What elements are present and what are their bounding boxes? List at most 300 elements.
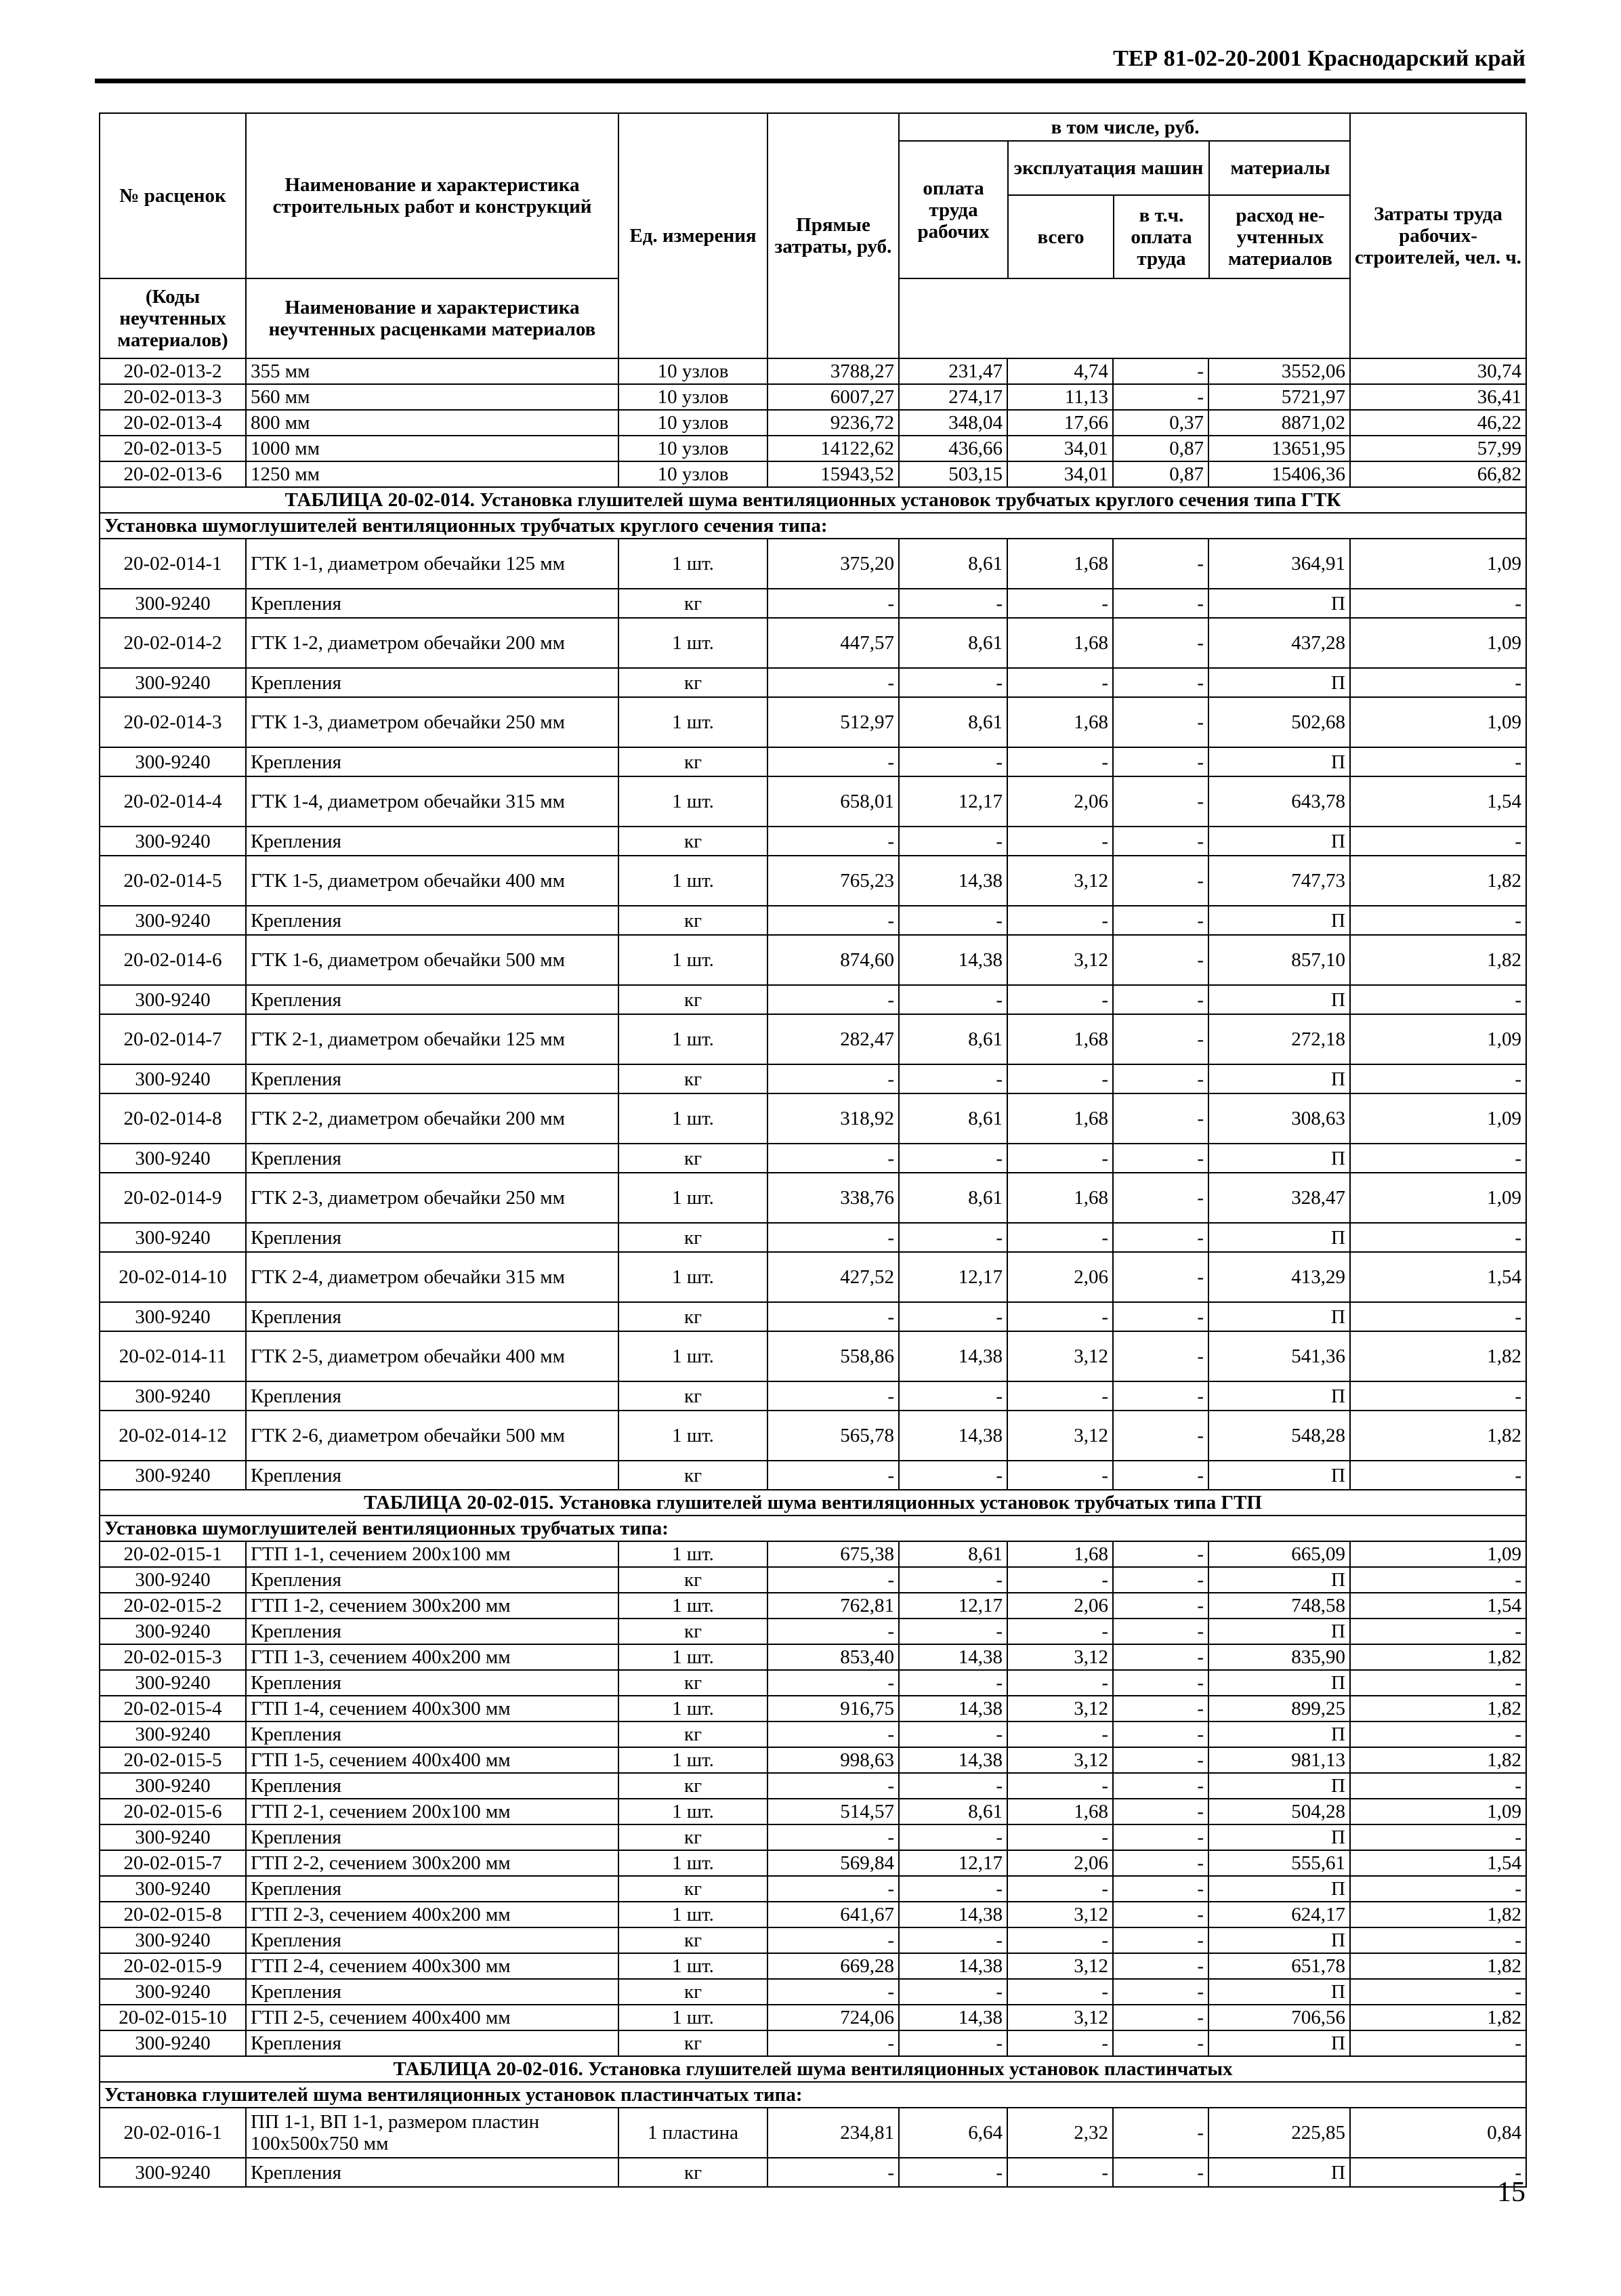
cell-labor: 1,09 xyxy=(1350,697,1526,747)
cell-name: ГТК 1-4, диаметром обечайки 315 мм xyxy=(246,776,618,827)
cell-material-mach: - xyxy=(1007,1567,1113,1593)
cell-direct: 6007,27 xyxy=(767,384,899,410)
cell-material-name: Крепления xyxy=(246,1773,618,1799)
cell-mat: 8871,02 xyxy=(1208,410,1350,436)
cell-wages: 8,61 xyxy=(899,1799,1007,1824)
cell-mach-w: - xyxy=(1113,1014,1208,1064)
cell-labor: 1,82 xyxy=(1350,1902,1526,1927)
cell-material-name: Крепления xyxy=(246,1619,618,1644)
cell-material-code: 300-9240 xyxy=(100,1979,246,2005)
cell-material-labor: - xyxy=(1350,2030,1526,2056)
cell-material-unit: кг xyxy=(618,1979,767,2005)
cell-code: 20-02-015-8 xyxy=(100,1902,246,1927)
cell-material-labor: - xyxy=(1350,747,1526,776)
cell-material-labor: - xyxy=(1350,1927,1526,1953)
cell-material-unit: кг xyxy=(618,985,767,1014)
table-row xyxy=(100,1747,1526,1773)
cell-name: ГТП 1-1, сечением 200х100 мм xyxy=(246,1541,618,1567)
cell-material-wages: - xyxy=(899,1302,1007,1331)
table-section-subtitle: Установка шумоглушителей вентиляционных трубчатых типа: xyxy=(100,1516,1526,1541)
table-row xyxy=(100,1902,1526,1927)
cell-material-name: Крепления xyxy=(246,1064,618,1093)
cell-material-mat: П xyxy=(1208,1927,1350,1953)
cell-mach: 2,06 xyxy=(1007,1850,1113,1876)
table-row xyxy=(100,2005,1526,2030)
cell-name: ГТП 2-2, сечением 300х200 мм xyxy=(246,1850,618,1876)
cell-mat: 899,25 xyxy=(1208,1696,1350,1721)
cell-name: ГТК 1-1, диаметром обечайки 125 мм xyxy=(246,539,618,589)
cell-direct: 675,38 xyxy=(767,1541,899,1567)
cell-unit: 1 шт. xyxy=(618,1593,767,1619)
cell-material-labor: - xyxy=(1350,668,1526,697)
table-row xyxy=(100,1093,1526,1144)
page-header xyxy=(95,46,1525,87)
cell-unit: 1 шт. xyxy=(618,1696,767,1721)
cell-material-labor: - xyxy=(1350,1670,1526,1696)
cell-material-mach-w: - xyxy=(1113,1619,1208,1644)
cell-material-mat: П xyxy=(1208,1302,1350,1331)
cell-mat: 504,28 xyxy=(1208,1799,1350,1824)
cell-direct: 558,86 xyxy=(767,1331,899,1381)
cell-unit: 1 шт. xyxy=(618,1093,767,1144)
cell-name: ГТК 2-2, диаметром обечайки 200 мм xyxy=(246,1093,618,1144)
table-row xyxy=(100,410,1526,436)
table-section-subtitle: Установка глушителей шума вентиляционных установок пластинчатых типа: xyxy=(100,2082,1526,2108)
cell-labor: 1,09 xyxy=(1350,539,1526,589)
cell-material-direct: - xyxy=(767,1567,899,1593)
cell-wages: 8,61 xyxy=(899,1541,1007,1567)
cell-code: 20-02-014-9 xyxy=(100,1173,246,1223)
header-code-materials: (Коды неучтенных материалов) xyxy=(100,278,246,358)
cell-code: 20-02-015-2 xyxy=(100,1593,246,1619)
cell-unit: 1 шт. xyxy=(618,1252,767,1302)
cell-mach: 2,06 xyxy=(1007,776,1113,827)
cell-code: 20-02-015-6 xyxy=(100,1799,246,1824)
cell-name: ГТП 2-3, сечением 400х200 мм xyxy=(246,1902,618,1927)
cell-name: ГТП 1-4, сечением 400х300 мм xyxy=(246,1696,618,1721)
cell-mat: 328,47 xyxy=(1208,1173,1350,1223)
table-row xyxy=(100,358,1526,384)
cell-material-wages: - xyxy=(899,1979,1007,2005)
cell-material-unit: кг xyxy=(618,1461,767,1490)
cell-material-unit: кг xyxy=(618,2158,767,2187)
cell-wages: 231,47 xyxy=(899,358,1007,384)
cell-material-unit: кг xyxy=(618,1619,767,1644)
cell-material-mach: - xyxy=(1007,1064,1113,1093)
cell-labor: 1,82 xyxy=(1350,1644,1526,1670)
cell-labor: 1,82 xyxy=(1350,1696,1526,1721)
cell-unit: 1 шт. xyxy=(618,1173,767,1223)
cell-mach: 17,66 xyxy=(1007,410,1113,436)
cell-name: 1000 мм xyxy=(246,436,618,461)
cell-wages: 8,61 xyxy=(899,1093,1007,1144)
cell-mat: 437,28 xyxy=(1208,618,1350,668)
cell-mach-w: - xyxy=(1113,1093,1208,1144)
cell-material-mach-w: - xyxy=(1113,1461,1208,1490)
cell-material-direct: - xyxy=(767,1927,899,1953)
cell-material-mach-w: - xyxy=(1113,1302,1208,1331)
cell-material-direct: - xyxy=(767,1064,899,1093)
cell-code: 20-02-014-11 xyxy=(100,1331,246,1381)
material-row xyxy=(100,985,1526,1014)
cell-code: 20-02-015-9 xyxy=(100,1953,246,1979)
cell-material-mach: - xyxy=(1007,1302,1113,1331)
table-section-subtitle: Установка шумоглушителей вентиляционных трубчатых круглого сечения типа: xyxy=(100,513,1526,539)
cell-material-unit: кг xyxy=(618,1876,767,1902)
table-row xyxy=(100,436,1526,461)
cell-direct: 3788,27 xyxy=(767,358,899,384)
cell-material-name: Крепления xyxy=(246,1144,618,1173)
cell-direct: 916,75 xyxy=(767,1696,899,1721)
cell-name: 800 мм xyxy=(246,410,618,436)
cell-mach: 3,12 xyxy=(1007,1411,1113,1461)
material-row xyxy=(100,2030,1526,2056)
cell-direct: 998,63 xyxy=(767,1747,899,1773)
cell-mat: 308,63 xyxy=(1208,1093,1350,1144)
cell-unit: 1 шт. xyxy=(618,1902,767,1927)
cell-material-mach: - xyxy=(1007,2158,1113,2187)
cell-material-code: 300-9240 xyxy=(100,1927,246,1953)
table-row xyxy=(100,776,1526,827)
cell-material-wages: - xyxy=(899,2158,1007,2187)
cell-material-mat: П xyxy=(1208,1144,1350,1173)
cell-material-code: 300-9240 xyxy=(100,1302,246,1331)
cell-material-name: Крепления xyxy=(246,1979,618,2005)
cell-mat: 747,73 xyxy=(1208,856,1350,906)
cell-name: ГТК 2-5, диаметром обечайки 400 мм xyxy=(246,1331,618,1381)
cell-material-code: 300-9240 xyxy=(100,2030,246,2056)
header-name: Наименование и характеристика строительных работ и конструкций xyxy=(246,113,618,278)
cell-material-mach-w: - xyxy=(1113,827,1208,856)
cell-material-unit: кг xyxy=(618,1670,767,1696)
cell-unit: 1 шт. xyxy=(618,2005,767,2030)
cell-name: ПП 1-1, ВП 1-1, размером пластин 100х500х750 мм xyxy=(246,2108,618,2158)
cell-wages: 14,38 xyxy=(899,1953,1007,1979)
cell-mach: 2,06 xyxy=(1007,1593,1113,1619)
cell-mach-w: - xyxy=(1113,1953,1208,1979)
cell-material-wages: - xyxy=(899,985,1007,1014)
cell-mach-w: - xyxy=(1113,1411,1208,1461)
cell-material-mach: - xyxy=(1007,1381,1113,1411)
cell-material-mach: - xyxy=(1007,906,1113,935)
header-machines-wages: в т.ч. оплата труда xyxy=(1114,195,1209,278)
cell-material-wages: - xyxy=(899,747,1007,776)
cell-unit: 1 шт. xyxy=(618,1331,767,1381)
cell-material-mach-w: - xyxy=(1113,1979,1208,2005)
cell-mach: 1,68 xyxy=(1007,1014,1113,1064)
cell-wages: 274,17 xyxy=(899,384,1007,410)
cell-wages: 14,38 xyxy=(899,2005,1007,2030)
cell-unit: 1 пластина xyxy=(618,2108,767,2158)
cell-material-mach-w: - xyxy=(1113,1927,1208,1953)
cell-material-labor: - xyxy=(1350,1223,1526,1252)
cell-code: 20-02-013-5 xyxy=(100,436,246,461)
cell-material-mat: П xyxy=(1208,1824,1350,1850)
cell-name: ГТП 2-1, сечением 200х100 мм xyxy=(246,1799,618,1824)
cell-wages: 503,15 xyxy=(899,461,1007,487)
material-row xyxy=(100,747,1526,776)
cell-material-mat: П xyxy=(1208,1773,1350,1799)
cell-material-mach-w: - xyxy=(1113,1824,1208,1850)
cell-labor: 66,82 xyxy=(1350,461,1526,487)
cell-material-unit: кг xyxy=(618,1824,767,1850)
cell-direct: 427,52 xyxy=(767,1252,899,1302)
cell-material-name: Крепления xyxy=(246,668,618,697)
cell-name: ГТК 2-1, диаметром обечайки 125 мм xyxy=(246,1014,618,1064)
cell-mach-w: - xyxy=(1113,697,1208,747)
table-row xyxy=(100,1953,1526,1979)
material-row xyxy=(100,1619,1526,1644)
cell-mach-w: - xyxy=(1113,1696,1208,1721)
cell-wages: 14,38 xyxy=(899,1696,1007,1721)
cell-direct: 641,67 xyxy=(767,1902,899,1927)
table-row xyxy=(100,1696,1526,1721)
cell-material-mach: - xyxy=(1007,1223,1113,1252)
material-row xyxy=(100,1927,1526,1953)
cell-material-mat: П xyxy=(1208,668,1350,697)
cell-material-labor: - xyxy=(1350,1144,1526,1173)
cell-material-direct: - xyxy=(767,1144,899,1173)
cell-material-wages: - xyxy=(899,1876,1007,1902)
cell-material-mach-w: - xyxy=(1113,1567,1208,1593)
cell-material-unit: кг xyxy=(618,1567,767,1593)
cell-material-mach: - xyxy=(1007,747,1113,776)
cell-material-labor: - xyxy=(1350,1567,1526,1593)
cell-labor: 1,54 xyxy=(1350,776,1526,827)
cell-material-mat: П xyxy=(1208,827,1350,856)
cell-material-unit: кг xyxy=(618,1302,767,1331)
cell-material-labor: - xyxy=(1350,985,1526,1014)
cell-material-mach: - xyxy=(1007,1824,1113,1850)
material-row xyxy=(100,589,1526,618)
table-section-subtitle-row xyxy=(100,2082,1526,2108)
cell-material-labor: - xyxy=(1350,827,1526,856)
cell-labor: 46,22 xyxy=(1350,410,1526,436)
cell-code: 20-02-014-7 xyxy=(100,1014,246,1064)
cell-labor: 57,99 xyxy=(1350,436,1526,461)
cell-material-direct: - xyxy=(767,1979,899,2005)
cell-material-mach-w: - xyxy=(1113,2158,1208,2187)
cell-direct: 375,20 xyxy=(767,539,899,589)
material-row xyxy=(100,1876,1526,1902)
cell-wages: 436,66 xyxy=(899,436,1007,461)
cell-material-mat: П xyxy=(1208,985,1350,1014)
cell-mat: 706,56 xyxy=(1208,2005,1350,2030)
cell-name: ГТП 2-5, сечением 400х400 мм xyxy=(246,2005,618,2030)
cell-material-wages: - xyxy=(899,1721,1007,1747)
cell-name: ГТК 2-4, диаметром обечайки 315 мм xyxy=(246,1252,618,1302)
cell-unit: 1 шт. xyxy=(618,935,767,985)
cell-code: 20-02-015-7 xyxy=(100,1850,246,1876)
table-row xyxy=(100,1644,1526,1670)
material-row xyxy=(100,827,1526,856)
cell-mach: 3,12 xyxy=(1007,1747,1113,1773)
cell-mat: 651,78 xyxy=(1208,1953,1350,1979)
cell-material-unit: кг xyxy=(618,1927,767,1953)
cell-material-code: 300-9240 xyxy=(100,827,246,856)
cell-material-code: 300-9240 xyxy=(100,1144,246,1173)
cell-code: 20-02-014-3 xyxy=(100,697,246,747)
cell-labor: 1,09 xyxy=(1350,1093,1526,1144)
cell-mach: 1,68 xyxy=(1007,618,1113,668)
table-section-subtitle-row xyxy=(100,1516,1526,1541)
table-body xyxy=(100,358,1526,2187)
cell-code: 20-02-014-5 xyxy=(100,856,246,906)
cell-direct: 282,47 xyxy=(767,1014,899,1064)
cell-material-code: 300-9240 xyxy=(100,1461,246,1490)
cell-material-code: 300-9240 xyxy=(100,1721,246,1747)
cell-unit: 1 шт. xyxy=(618,1014,767,1064)
cell-mat: 555,61 xyxy=(1208,1850,1350,1876)
cell-material-labor: - xyxy=(1350,1773,1526,1799)
cell-mach-w: - xyxy=(1113,1331,1208,1381)
cell-material-unit: кг xyxy=(618,747,767,776)
cell-material-wages: - xyxy=(899,1064,1007,1093)
cell-labor: 1,82 xyxy=(1350,2005,1526,2030)
cell-material-code: 300-9240 xyxy=(100,1773,246,1799)
cell-material-labor: - xyxy=(1350,906,1526,935)
header-direct: Прямые затраты, руб. xyxy=(767,113,899,358)
cell-mat: 272,18 xyxy=(1208,1014,1350,1064)
table-section-title-row xyxy=(100,1490,1526,1516)
cell-material-unit: кг xyxy=(618,1721,767,1747)
cell-mat: 981,13 xyxy=(1208,1747,1350,1773)
cell-material-name: Крепления xyxy=(246,1824,618,1850)
table-row xyxy=(100,539,1526,589)
cell-name: 1250 мм xyxy=(246,461,618,487)
cell-material-mach: - xyxy=(1007,1979,1113,2005)
cell-material-direct: - xyxy=(767,1381,899,1411)
material-row xyxy=(100,1381,1526,1411)
cell-code: 20-02-014-8 xyxy=(100,1093,246,1144)
table-row xyxy=(100,1331,1526,1381)
cell-material-direct: - xyxy=(767,668,899,697)
cell-mach-w: - xyxy=(1113,539,1208,589)
cell-direct: 762,81 xyxy=(767,1593,899,1619)
header-unit: Ед. измерения xyxy=(618,113,767,358)
cell-mach: 1,68 xyxy=(1007,1541,1113,1567)
table-section-title-row xyxy=(100,487,1526,513)
cell-material-mach: - xyxy=(1007,1876,1113,1902)
cell-wages: 12,17 xyxy=(899,1252,1007,1302)
cell-material-direct: - xyxy=(767,1461,899,1490)
cell-material-name: Крепления xyxy=(246,1302,618,1331)
table-row xyxy=(100,461,1526,487)
cell-mach-w: 0,37 xyxy=(1113,410,1208,436)
table-row xyxy=(100,1850,1526,1876)
cell-material-unit: кг xyxy=(618,906,767,935)
cell-material-labor: - xyxy=(1350,1381,1526,1411)
cell-unit: 1 шт. xyxy=(618,1541,767,1567)
material-row xyxy=(100,668,1526,697)
cell-mat: 15406,36 xyxy=(1208,461,1350,487)
cell-material-mat: П xyxy=(1208,2158,1350,2187)
material-row xyxy=(100,1064,1526,1093)
cell-direct: 447,57 xyxy=(767,618,899,668)
cell-code: 20-02-013-2 xyxy=(100,358,246,384)
material-row xyxy=(100,1721,1526,1747)
material-row xyxy=(100,1302,1526,1331)
cell-mach-w: - xyxy=(1113,2005,1208,2030)
cell-wages: 8,61 xyxy=(899,618,1007,668)
cell-material-mach-w: - xyxy=(1113,2030,1208,2056)
cell-mach: 2,32 xyxy=(1007,2108,1113,2158)
cell-labor: 1,09 xyxy=(1350,1173,1526,1223)
table-section-title: ТАБЛИЦА 20-02-016. Установка глушителей шума вентиляционных установок пластинчатых xyxy=(100,2056,1526,2082)
cell-material-mat: П xyxy=(1208,1381,1350,1411)
cell-mach-w: - xyxy=(1113,776,1208,827)
cell-mat: 857,10 xyxy=(1208,935,1350,985)
cell-material-name: Крепления xyxy=(246,2158,618,2187)
cell-material-mach: - xyxy=(1007,1461,1113,1490)
cell-unit: 1 шт. xyxy=(618,1953,767,1979)
cell-material-wages: - xyxy=(899,1223,1007,1252)
material-row xyxy=(100,1461,1526,1490)
cell-material-wages: - xyxy=(899,1670,1007,1696)
cell-material-mach: - xyxy=(1007,985,1113,1014)
cell-mat: 624,17 xyxy=(1208,1902,1350,1927)
cell-material-mat: П xyxy=(1208,1670,1350,1696)
cell-material-code: 300-9240 xyxy=(100,1619,246,1644)
cell-material-code: 300-9240 xyxy=(100,1670,246,1696)
cell-labor: 1,09 xyxy=(1350,1014,1526,1064)
cell-material-mat: П xyxy=(1208,1064,1350,1093)
cell-unit: 10 узлов xyxy=(618,384,767,410)
cell-material-mach-w: - xyxy=(1113,668,1208,697)
cell-code: 20-02-016-1 xyxy=(100,2108,246,2158)
cell-mat: 5721,97 xyxy=(1208,384,1350,410)
cell-material-code: 300-9240 xyxy=(100,1381,246,1411)
cell-material-name: Крепления xyxy=(246,1670,618,1696)
header-machines: эксплуатация машин xyxy=(1008,141,1209,195)
table-row xyxy=(100,384,1526,410)
cell-material-mach: - xyxy=(1007,1927,1113,1953)
cell-mat: 413,29 xyxy=(1208,1252,1350,1302)
cell-unit: 1 шт. xyxy=(618,1850,767,1876)
cell-direct: 15943,52 xyxy=(767,461,899,487)
cell-direct: 874,60 xyxy=(767,935,899,985)
table-section-title: ТАБЛИЦА 20-02-015. Установка глушителей шума вентиляционных установок трубчатых типа ГТП xyxy=(100,1490,1526,1516)
cell-material-wages: - xyxy=(899,1461,1007,1490)
cell-material-direct: - xyxy=(767,1721,899,1747)
cell-code: 20-02-015-3 xyxy=(100,1644,246,1670)
cell-direct: 9236,72 xyxy=(767,410,899,436)
material-row xyxy=(100,1979,1526,2005)
cell-mach-w: 0,87 xyxy=(1113,461,1208,487)
table-row xyxy=(100,1593,1526,1619)
cell-wages: 14,38 xyxy=(899,1331,1007,1381)
cell-mach-w: - xyxy=(1113,856,1208,906)
cell-material-mach-w: - xyxy=(1113,906,1208,935)
cell-name: ГТП 1-3, сечением 400х200 мм xyxy=(246,1644,618,1670)
cell-mach: 3,12 xyxy=(1007,856,1113,906)
cell-material-mach: - xyxy=(1007,1619,1113,1644)
cell-material-labor: - xyxy=(1350,1824,1526,1850)
cell-labor: 1,54 xyxy=(1350,1850,1526,1876)
cell-code: 20-02-014-1 xyxy=(100,539,246,589)
header-wages: оплата труда рабочих xyxy=(900,141,1008,278)
cell-mach: 3,12 xyxy=(1007,935,1113,985)
cell-mach: 3,12 xyxy=(1007,1644,1113,1670)
cell-material-direct: - xyxy=(767,1670,899,1696)
cell-mat: 748,58 xyxy=(1208,1593,1350,1619)
cell-material-name: Крепления xyxy=(246,1381,618,1411)
cell-mach-w: - xyxy=(1113,2108,1208,2158)
cell-unit: 1 шт. xyxy=(618,697,767,747)
header-rule xyxy=(95,79,1525,83)
cell-labor: 1,54 xyxy=(1350,1252,1526,1302)
cell-mach-w: - xyxy=(1113,384,1208,410)
